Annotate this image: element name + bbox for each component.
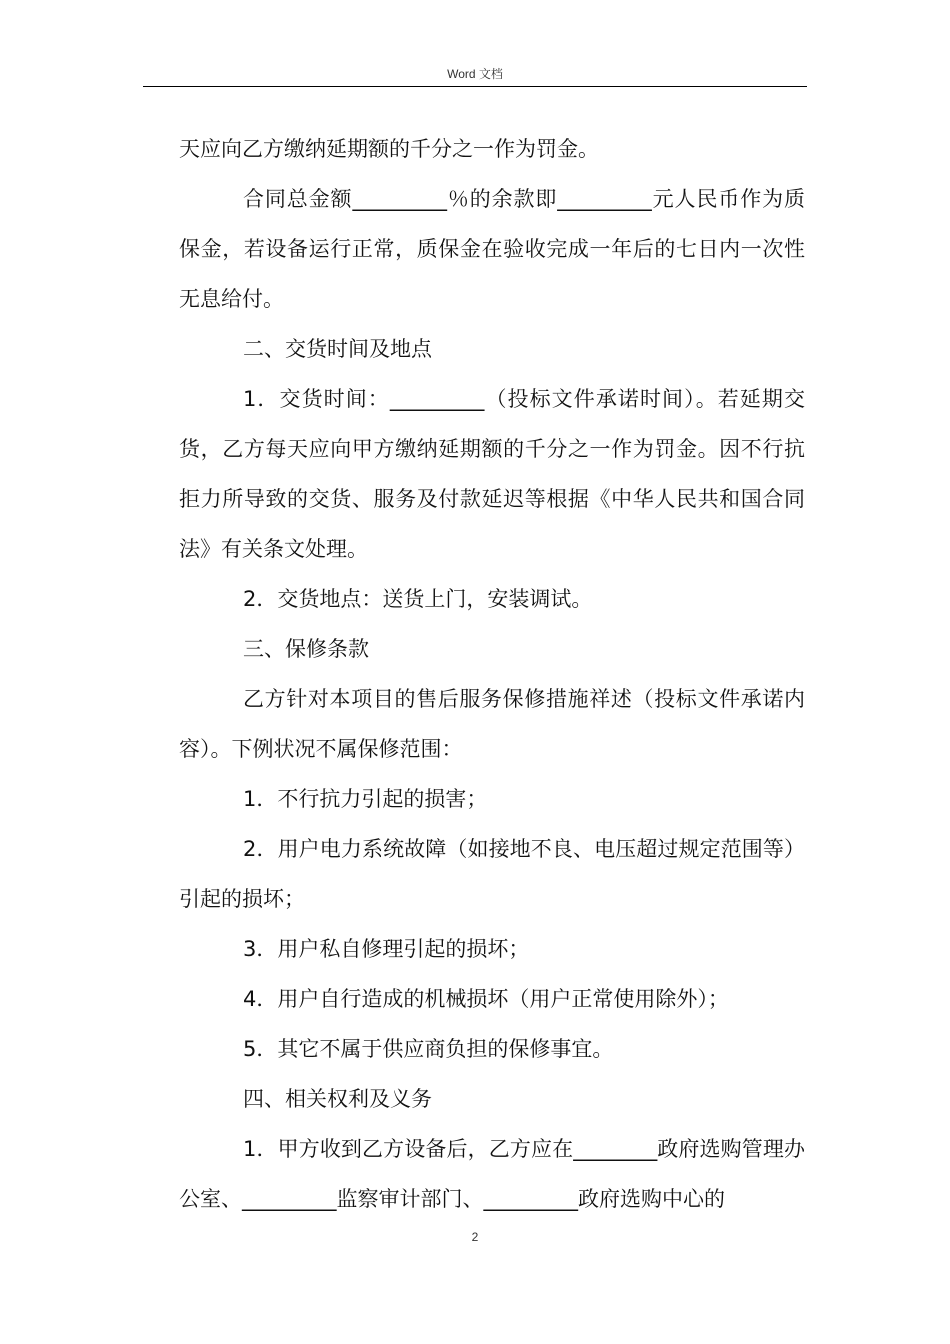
list-item-exclusion-2: 2．用户电力系统故障（如接地不良、电压超过规定范围等）引起的损坏；	[179, 837, 805, 911]
list-item-exclusion-4: 4．用户自行造成的机械损坏（用户正常使用除外）；	[243, 987, 729, 1011]
page-number: 2	[471, 1230, 479, 1244]
paragraph-warranty-intro: 乙方针对本项目的售后服务保修措施祥述（投标文件承诺内容）。下例状况不属保修范围：	[179, 687, 805, 761]
list-item-exclusion-3: 3．用户私自修理引起的损坏；	[243, 937, 530, 961]
paragraph-penalty-continuation: 天应向乙方缴纳延期额的千分之一作为罚金。	[179, 137, 599, 161]
paragraph-delivery-location: 2．交货地点：送货上门，安装调试。	[243, 587, 593, 611]
header-divider	[143, 86, 807, 87]
document-body	[179, 124, 805, 1224]
section-heading-rights: 四、相关权利及义务	[243, 1087, 432, 1111]
paragraph-warranty-deposit: 合同总金额_________％的余款即_________元人民币作为质保金，若设备运行正常，质保金在验收完成一年后的七日内一次性无息给付。	[179, 187, 805, 311]
section-heading-delivery: 二、交货时间及地点	[243, 337, 432, 361]
list-item-exclusion-1: 1．不行抗力引起的损害；	[243, 787, 488, 811]
page-header: Word 文档	[447, 67, 503, 81]
section-heading-warranty: 三、保修条款	[243, 637, 369, 661]
paragraph-rights-1: 1．甲方收到乙方设备后，乙方应在________政府选购管理办公室、_________监察审计部门、_________政府选购中心的	[179, 1137, 805, 1211]
paragraph-delivery-time: 1．交货时间：_________（投标文件承诺时间）。若延期交货，乙方每天应向甲方缴纳延期额的千分之一作为罚金。因不行抗拒力所导致的交货、服务及付款延迟等根据《中华人民共和国合同法》有关条文处理。	[179, 387, 805, 561]
list-item-exclusion-5: 5．其它不属于供应商负担的保修事宜。	[243, 1037, 614, 1061]
